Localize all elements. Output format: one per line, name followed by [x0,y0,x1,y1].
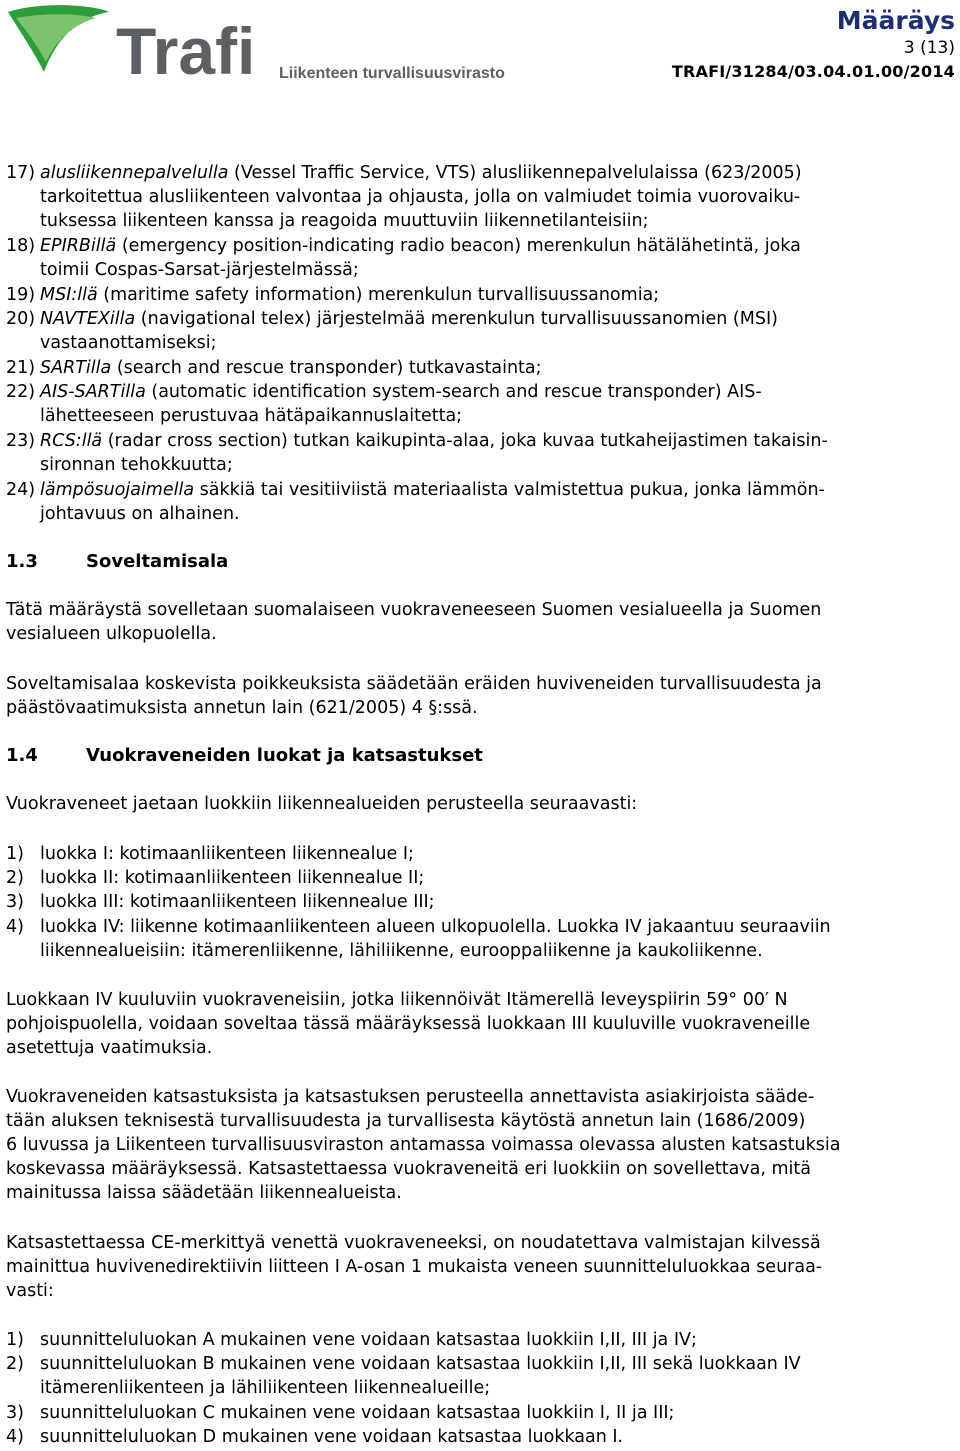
paragraph: koskevassa määräyksessä. Katsastettaessa vuokraveneitä eri luokkiin on sovellettava, mitä [6,1159,811,1179]
paragraph: mainitussa laissa säädetään liikennealueista. [6,1183,402,1203]
list-item: luokka IV: liikenne kotimaanliikenteen alueen ulkopuolella. Luokka IV jakaantuu seuraaviin [40,917,831,937]
list-item-continuation: sironnan tehokkuutta; [40,455,233,475]
paragraph: Vuokraveneet jaetaan luokkiin liikennealueiden perusteella seuraavasti: [6,794,638,814]
list-item: suunnitteluluokan D mukainen vene voidaan katsastaa luokkaan I. [40,1427,624,1447]
list-item: MSI:llä (maritime safety information) merenkulun turvallisuussanomia; [40,285,660,305]
list-number: 3) [6,1403,24,1423]
list-item-continuation: liikennealueisiin: itämerenliikenne, lähiliikenne, eurooppaliikenne ja kaukoliikenne. [40,941,763,961]
trafi-logo [4,2,524,82]
list-number: 22) [6,382,36,402]
list-number: 19) [6,285,36,305]
list-item-continuation: tarkoitettua alusliikenteen valvontaa ja ohjausta, jolla on valmiudet toimia vuorovaiku- [40,187,801,207]
paragraph: 6 luvussa ja Liikenteen turvallisuusviraston antamassa voimassa olevassa alusten katsastuksia [6,1135,841,1155]
list-number: 3) [6,892,24,912]
document-type: Määräys [836,6,955,35]
list-number: 2) [6,868,24,888]
document-id: TRAFI/31284/03.04.01.00/2014 [671,62,955,81]
list-number: 1) [6,844,24,864]
list-item: suunnitteluluokan B mukainen vene voidaan katsastaa luokkiin I,II, III sekä luokkaan IV [40,1354,801,1374]
list-item: luokka III: kotimaanliikenteen liikennealue III; [40,892,435,912]
paragraph: mainittua huvivenedirektiivin liitteen I A-osan 1 mukaista veneen suunnitteluluokkaa seuraa- [6,1257,823,1277]
list-number: 18) [6,236,36,256]
paragraph: päästövaatimuksista annetun lain (621/2005) 4 §:ssä. [6,698,478,718]
paragraph: pohjoispuolella, voidaan soveltaa tässä määräyksessä luokkaan III kuuluville vuokraveneille [6,1014,811,1034]
section-number: 1.4 [6,745,38,766]
list-number: 4) [6,917,24,937]
paragraph: asetettuja vaatimuksia. [6,1038,213,1058]
list-item-continuation: lähetteeseen perustuvaa hätäpaikannuslaitetta; [40,406,463,426]
page-number: 3 (13) [903,38,955,58]
paragraph: Tätä määräystä sovelletaan suomalaiseen vuokraveneeseen Suomen vesialueella ja Suomen [6,600,822,620]
logo-subtitle: Liikenteen turvallisuusvirasto [279,65,505,82]
section-title: Vuokraveneiden luokat ja katsastukset [86,745,483,766]
paragraph: tään aluksen teknisestä turvallisuudesta ja turvallisesta käytöstä annetun lain (1686/2009) [6,1111,806,1131]
list-item: RCS:llä (radar cross section) tutkan kaikupinta-alaa, joka kuvaa tutkaheijastimen takaisin- [40,431,828,451]
list-item: AIS-SARTilla (automatic identification system-search and rescue transponder) AIS- [40,382,762,402]
paragraph: Soveltamisalaa koskevista poikkeuksista säädetään eräiden huviveneiden turvallisuudesta ja [6,674,822,694]
list-number: 2) [6,1354,24,1374]
list-item: luokka I: kotimaanliikenteen liikennealue I; [40,844,414,864]
list-number: 20) [6,309,36,329]
list-item: luokka II: kotimaanliikenteen liikennealue II; [40,868,425,888]
paragraph: Vuokraveneiden katsastuksista ja katsastuksen perusteella annettavista asiakirjoista sääde- [6,1087,815,1107]
list-item-continuation: itämerenliikenteen ja lähiliikenteen liikennealueille; [40,1378,491,1398]
paragraph: vesialueen ulkopuolella. [6,624,217,644]
list-item-continuation: toimii Cospas-Sarsat-järjestelmässä; [40,260,359,280]
list-item: suunnitteluluokan A mukainen vene voidaan katsastaa luokkiin I,II, III ja IV; [40,1330,697,1350]
section-number: 1.3 [6,551,38,572]
list-number: 17) [6,163,36,183]
list-item: lämpösuojaimella säkkiä tai vesitiiviistä materiaalista valmistettua pukua, jonka lämmön- [40,480,825,500]
paragraph: vasti: [6,1281,54,1301]
section-title: Soveltamisala [86,551,229,572]
list-number: 21) [6,358,36,378]
list-number: 23) [6,431,36,451]
list-item: EPIRBillä (emergency position-indicating radio beacon) merenkulun hätälähetintä, joka [40,236,801,256]
list-item: NAVTEXilla (navigational telex) järjestelmää merenkulun turvallisuussanomien (MSI) [40,309,778,329]
list-item: alusliikennepalvelulla (Vessel Traffic Service, VTS) alusliikennepalvelulaissa (623/2005) [40,163,802,183]
list-number: 24) [6,480,36,500]
logo-text: Trafi [116,14,256,82]
list-item-continuation: vastaanottamiseksi; [40,333,217,353]
paragraph: Katsastettaessa CE-merkittyä venettä vuokraveneeksi, on noudatettava valmistajan kilvessä [6,1233,821,1253]
list-item: SARTilla (search and rescue transponder) tutkavastainta; [40,358,542,378]
list-number: 1) [6,1330,24,1350]
list-item: suunnitteluluokan C mukainen vene voidaan katsastaa luokkiin I, II ja III; [40,1403,675,1423]
list-item-continuation: tuksessa liikenteen kanssa ja reagoida muuttuviin liikennetilanteisiin; [40,211,649,231]
list-item-continuation: johtavuus on alhainen. [40,504,240,524]
paragraph: Luokkaan IV kuuluviin vuokraveneisiin, jotka liikennöivät Itämerellä leveyspiirin 59° 00′ N [6,990,788,1010]
list-number: 4) [6,1427,24,1447]
